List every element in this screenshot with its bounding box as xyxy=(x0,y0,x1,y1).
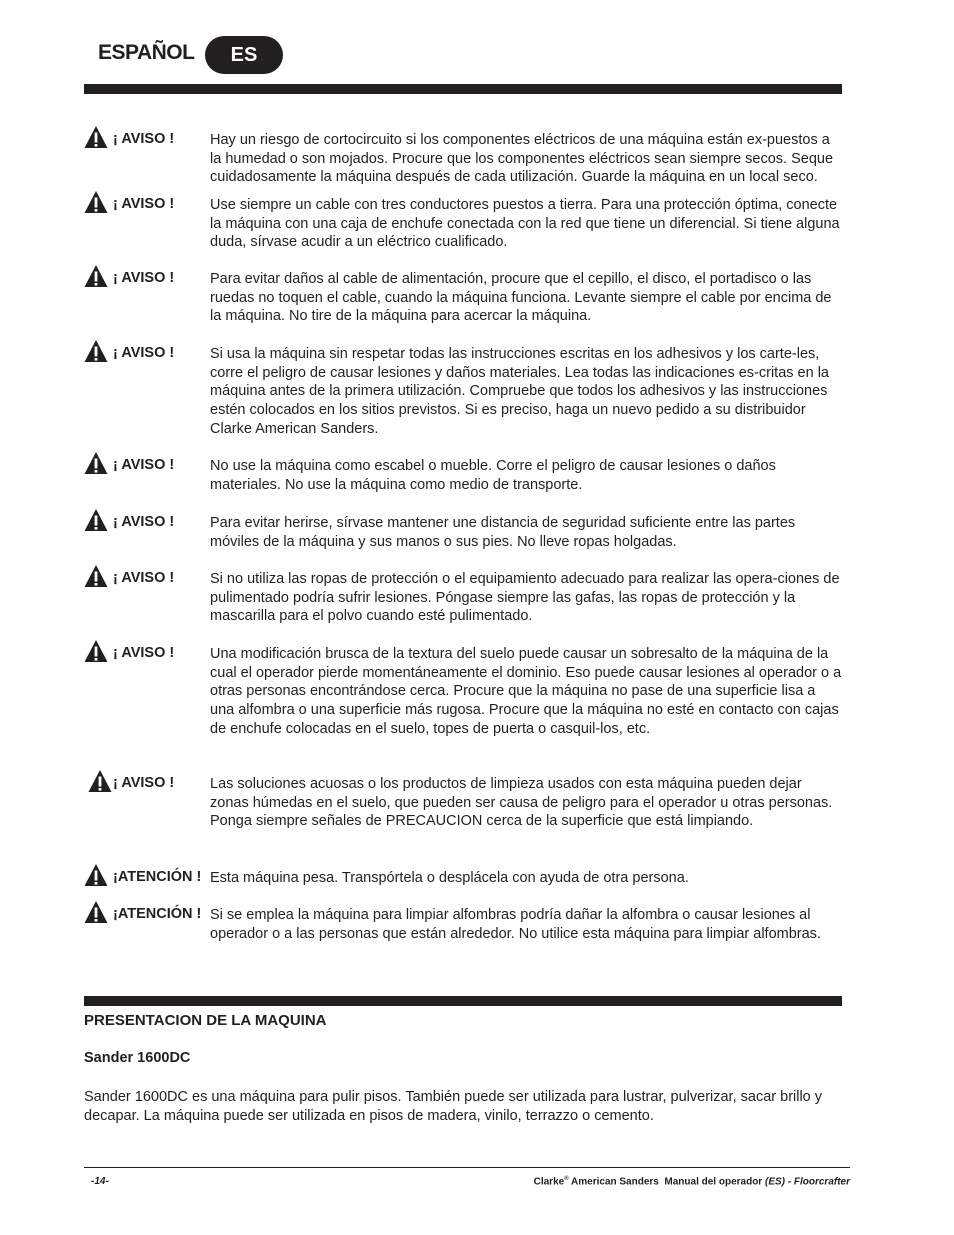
warning-text: Para evitar herirse, sírvase mantener une distancia de seguridad suficiente entre las partes móviles de la máquina y sus manos o sus pies. No lleve ropas holgadas. xyxy=(210,515,796,550)
warning-icon xyxy=(84,900,108,924)
warning-text: Una modificación brusca de la textura del suelo puede causar un sobresalto de la máquina de la cual el operador pierde momentáneamente el dominio. Eso puede causar lesiones al operador o a otras personas encontrándose cerca. Procure que la máquina no pase de una superficie lisa a una alfombra o una superficie más rugosa. Procure que la máquina no esté en contacto con cajas de enchufe colocadas en el suelo, topes de puerta o casquil-los, etc. xyxy=(210,646,842,737)
warning-label: ¡ AVISO ! xyxy=(113,570,175,586)
warning-label: ¡ AVISO ! xyxy=(113,131,175,147)
footer-brand: Clarke xyxy=(533,1176,565,1188)
warning-text: No use la máquina como escabel o mueble. Corre el peligro de causar lesiones o daños materiales. No use la máquina como medio de transporte. xyxy=(210,458,776,493)
warning-text: Si no utiliza las ropas de protección o el equipamiento adecuado para realizar las opera-ciones de pulimentado podría sufrir lesiones. Póngase siempre las gafas, las ropas de protección y la mascarilla para el polvo cuando esté pulimentado. xyxy=(210,571,840,625)
section-title: PRESENTACION DE LA MAQUINA xyxy=(84,1012,327,1029)
warning-text: Para evitar daños al cable de alimentación, procure que el cepillo, el disco, el portadisco o las ruedas no toquen el cable, cuando la máquina funciona. Levante siempre el cable por encima de la máquina. No tire de la máquina para acercar la máquina. xyxy=(210,271,832,325)
section-rule xyxy=(84,996,842,1006)
registered-mark: ® xyxy=(564,1176,569,1182)
warning-label: ¡ AVISO ! xyxy=(113,457,175,473)
warning-label: ¡ AVISO ! xyxy=(113,270,175,286)
warning-icon xyxy=(84,564,108,588)
footer-title xyxy=(534,1176,850,1187)
warning-label: ¡ AVISO ! xyxy=(113,775,175,791)
warning-text: Esta máquina pesa. Transpórtela o desplácela con ayuda de otra persona. xyxy=(210,870,689,886)
section-body: Sander 1600DC es una máquina para pulir pisos. También puede ser utilizada para lustrar, pulverizar, sacar brillo y decapar. La máquina puede ser utilizada en pisos de madera, vinilo, terrazzo o cemento. xyxy=(84,1089,823,1124)
warning-icon xyxy=(84,451,108,475)
footer-code: (ES) - Floorcrafter xyxy=(764,1176,850,1188)
footer-rule xyxy=(84,1167,850,1168)
warning-icon xyxy=(84,264,108,288)
top-rule xyxy=(84,84,842,94)
subsection-title: Sander 1600DC xyxy=(84,1050,191,1066)
caution-label: ¡ATENCIÓN ! xyxy=(113,906,202,922)
warning-icon xyxy=(84,190,108,214)
page-number: -14- xyxy=(91,1176,109,1187)
warning-icon xyxy=(84,125,108,149)
warning-icon xyxy=(84,339,108,363)
warning-label: ¡ AVISO ! xyxy=(113,514,175,530)
warning-text: Use siempre un cable con tres conductores puestos a tierra. Para una protección óptima, conecte la máquina con una caja de enchufe conectada con la red que tiene un diferencial. Si tiene alguna duda, sírvase acudir a un eléctrico cualificado. xyxy=(210,197,840,251)
warning-label: ¡ AVISO ! xyxy=(113,345,175,361)
warning-label: ¡ AVISO ! xyxy=(113,196,175,212)
warning-text: Si se emplea la máquina para limpiar alfombras podría dañar la alfombra o causar lesiones al operador o a las personas que están alrededor. No utilice esta máquina para limpiar alfombras. xyxy=(210,907,821,942)
warning-text: Si usa la máquina sin respetar todas las instrucciones escritas en los adhesivos y los carte-les, corre el peligro de causar lesiones y daños materiales. Lea todas las indicaciones es-critas en la máquina antes de la primera utilización. Compruebe que todos los adhesivos y las instrucciones estén colocados en los sitios previstos. Si es preciso, haga un nuevo pedido a su distribuidor Clarke American Sanders. xyxy=(210,346,829,437)
warning-label: ¡ AVISO ! xyxy=(113,645,175,661)
caution-label: ¡ATENCIÓN ! xyxy=(113,869,202,885)
warning-text: Las soluciones acuosas o los productos de limpieza usados con esta máquina pueden dejar zonas húmedas en el suelo, que pueden ser causa de peligro para el operador u otras personas. Ponga siempre señales de PRECAUCION cerca de la superficie que está limpiando. xyxy=(210,776,833,830)
warning-icon xyxy=(84,863,108,887)
warning-text: Hay un riesgo de cortocircuito si los componentes eléctricos de una máquina están ex-puestos a la humedad o son mojados. Procure que los componentes eléctricos sean siempre secos. Seque cuidadosamente la máquina después de cada utilización. Guarde la máquina en un local seco. xyxy=(210,132,834,186)
language-badge: ES xyxy=(205,36,283,74)
language-title: ESPAÑOL xyxy=(98,41,195,64)
warning-icon xyxy=(84,508,108,532)
warning-icon xyxy=(88,769,112,793)
footer-manual: American Sanders Manual del operador xyxy=(568,1176,765,1188)
warning-icon xyxy=(84,639,108,663)
